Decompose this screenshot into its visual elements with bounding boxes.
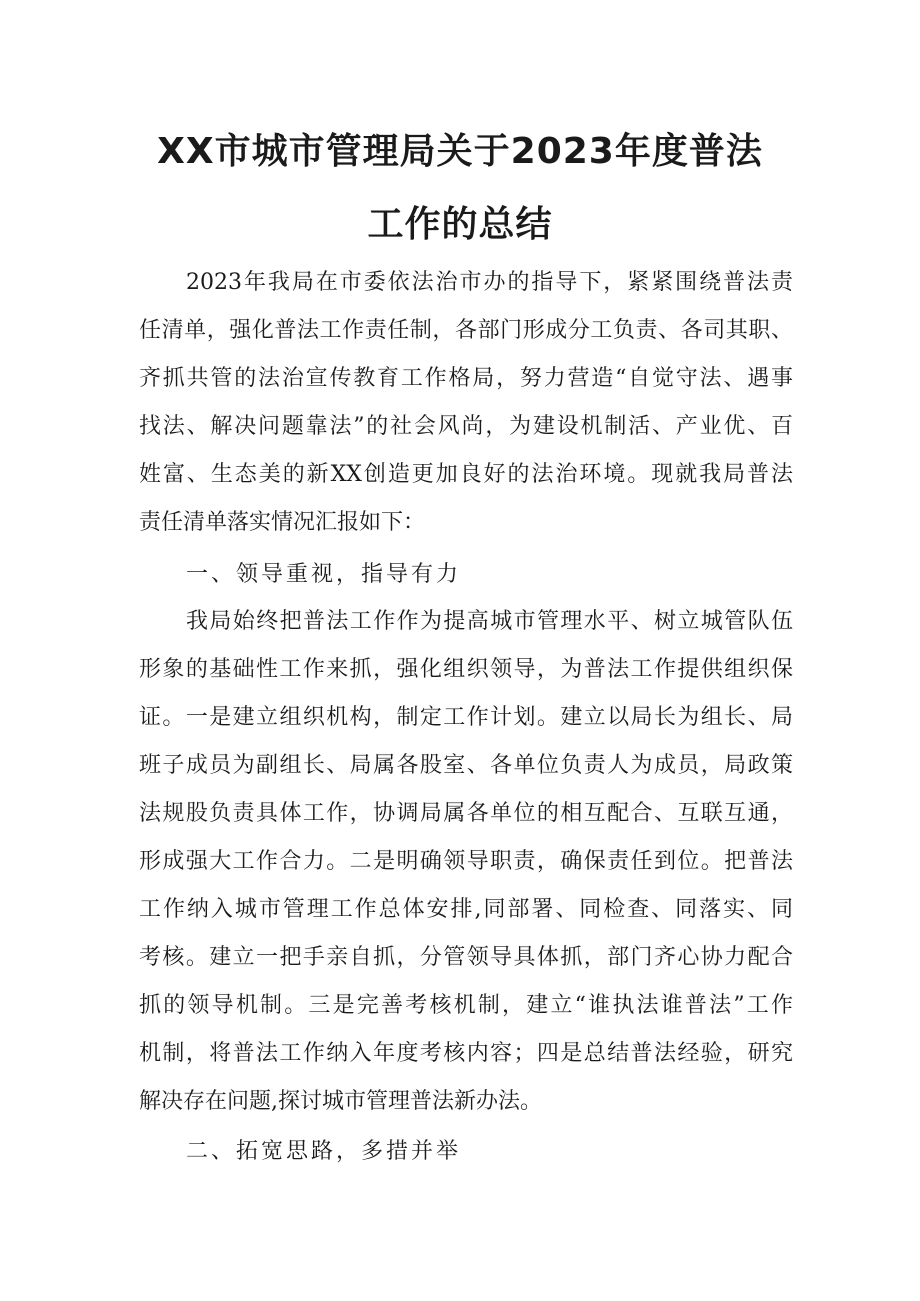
section-1-line-7: 工作纳入城市管理工作总体安排,同部署、同检查、同落实、同: [139, 897, 793, 922]
section-1-line-4: 班子成员为副组长、局属各股室、各单位负责人为成员，局政策: [139, 753, 793, 778]
intro-line-5: 姓富、生态美的新XX创造更加良好的法治环境。现就我局普法: [139, 462, 793, 487]
intro-line-2: 任清单，强化普法工作责任制，各部门形成分工负责、各司其职、: [139, 318, 793, 343]
section-2-heading: 二、拓宽思路，多措并举: [186, 1139, 462, 1164]
section-1-line-9: 抓的领导机制。三是完善考核机制，建立“谁执法谁普法”工作: [139, 993, 793, 1018]
section-1-line-8: 考核。建立一把手亲自抓，分管领导具体抓，部门齐心协力配合: [139, 945, 793, 970]
section-1-line-3: 证。一是建立组织机构，制定工作计划。建立以局长为组长、局: [139, 705, 793, 730]
intro-line-3: 齐抓共管的法治宣传教育工作格局，努力营造“自觉守法、遇事: [139, 366, 793, 391]
intro-line-4: 找法、解决问题靠法”的社会风尚，为建设机制活、产业优、百: [139, 414, 793, 439]
section-1-line-10: 机制，将普法工作纳入年度考核内容；四是总结普法经验，研究: [139, 1041, 793, 1066]
section-1-line-5: 法规股负责具体工作，协调局属各单位的相互配合、互联互通，: [139, 801, 793, 826]
document-title-line-2: 工作的总结: [367, 204, 553, 245]
section-1-line-6: 形成强大工作合力。二是明确领导职责，确保责任到位。把普法: [139, 849, 793, 874]
section-1-line-2: 形象的基础性工作来抓，强化组织领导，为普法工作提供组织保: [139, 657, 793, 682]
intro-line-6: 责任清单落实情况汇报如下：: [139, 510, 426, 535]
document-title-line-1: XX市城市管理局关于2023年度普法: [157, 131, 763, 172]
section-1-heading: 一、领导重视，指导有力: [186, 562, 462, 587]
intro-line-1: 2023年我局在市委依法治市办的指导下，紧紧围绕普法责: [186, 270, 793, 295]
section-1-line-1: 我局始终把普法工作作为提高城市管理水平、树立城管队伍: [186, 609, 793, 634]
section-1-line-11: 解决存在问题,探讨城市管理普法新办法。: [139, 1089, 542, 1114]
